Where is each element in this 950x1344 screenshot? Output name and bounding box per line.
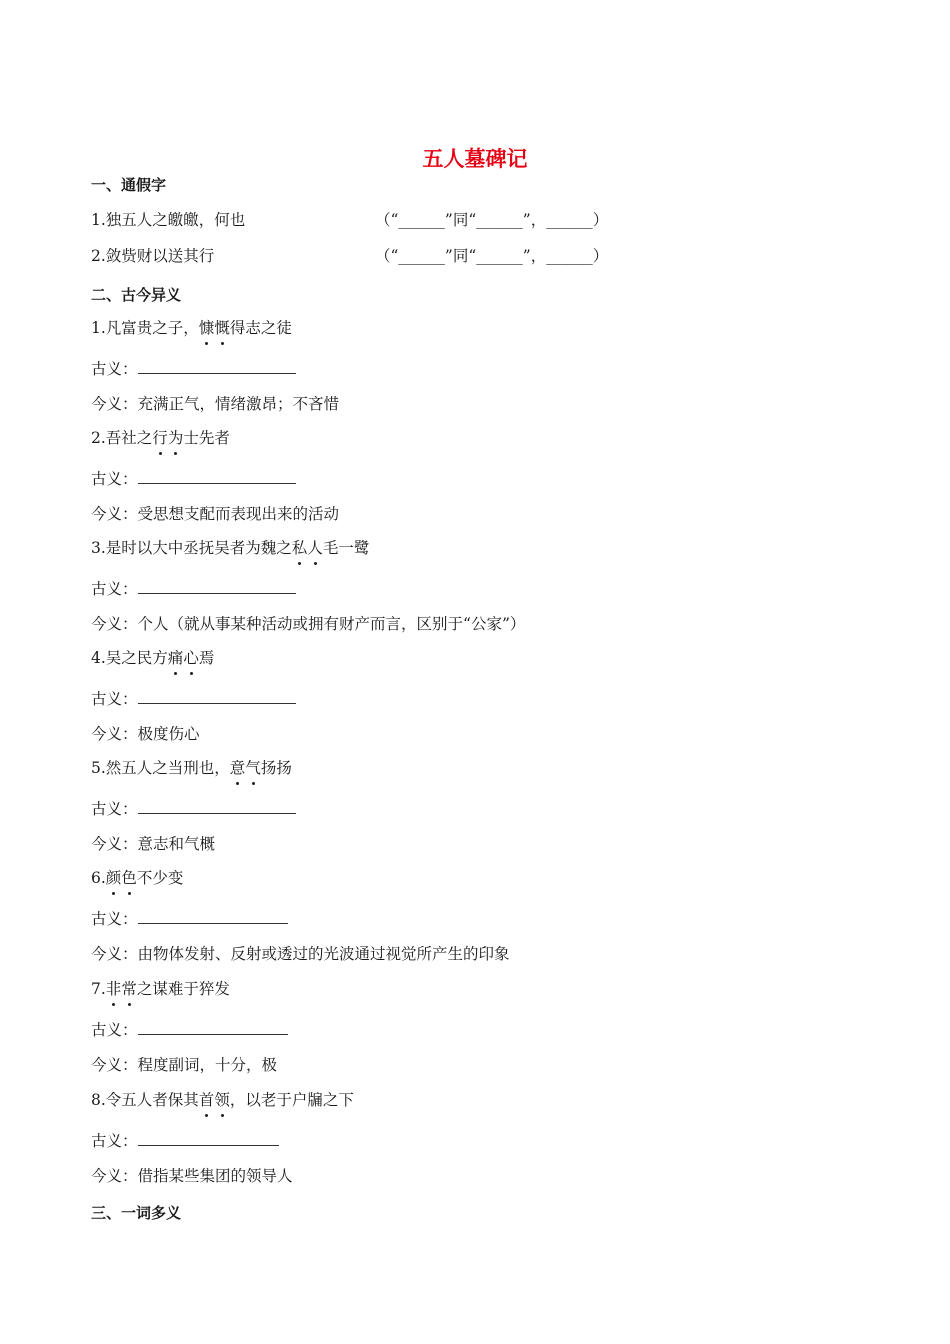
gu-yi-blank[interactable] <box>138 1129 279 1146</box>
question-sentence: 6.颜色不少变 <box>91 866 183 890</box>
gu-yi-blank[interactable] <box>138 907 288 924</box>
emphasis-char: 痛 <box>168 646 184 670</box>
question-sentence: 4.吴之民方痛心焉 <box>91 646 214 670</box>
emphasis-char: 慨 <box>214 316 230 340</box>
emphasis-char: 颜 <box>106 866 122 890</box>
jin-yi-row: 今义：充满正气，情绪激昂；不吝惜 <box>91 395 340 413</box>
emphasis-char: 私 <box>292 536 308 560</box>
question-sentence: 2.吾社之行为士先者 <box>91 426 230 450</box>
question-sentence: 3.是时以大中丞抚吴者为魏之私人毛一鹭 <box>91 536 369 560</box>
emphasis-char: 非 <box>106 977 122 1001</box>
jin-yi-row: 今义：由物体发射、反射或透过的光波通过视觉所产生的印象 <box>91 945 510 963</box>
jin-yi-row: 今义：受思想支配而表现出来的活动 <box>91 505 340 523</box>
question-sentence: 5.然五人之当刑也，意气扬扬 <box>91 756 292 780</box>
gu-yi-blank[interactable] <box>138 357 296 374</box>
gu-yi-row: 古义： <box>91 1129 279 1153</box>
page-title: 五人墓碑记 <box>422 147 528 171</box>
section-heading-yiciduoyi: 三、一词多义 <box>91 1204 182 1222</box>
jin-yi-row: 今义：借指某些集团的领导人 <box>91 1167 293 1185</box>
emphasis-char: 首 <box>199 1088 215 1112</box>
emphasis-char: 常 <box>121 977 137 1001</box>
gu-yi-row: 古义： <box>91 357 296 381</box>
emphasis-char: 气 <box>245 756 261 780</box>
gu-yi-blank[interactable] <box>138 467 296 484</box>
emphasis-char: 为 <box>168 426 184 450</box>
gu-yi-row: 古义： <box>91 467 296 491</box>
question-sentence: 7.非常之谋难于猝发 <box>91 977 230 1001</box>
question-sentence: 8.令五人者保其首领，以老于户牖之下 <box>91 1088 354 1112</box>
emphasis-char: 行 <box>152 426 168 450</box>
gu-yi-blank[interactable] <box>138 1018 288 1035</box>
answer-blank[interactable]: （“______”同“______”，______） <box>375 211 609 229</box>
emphasis-char: 慷 <box>199 316 215 340</box>
question-text: 2.敛赀财以送其行 <box>91 247 215 265</box>
gu-yi-blank[interactable] <box>138 577 296 594</box>
gu-yi-row: 古义： <box>91 907 288 931</box>
answer-blank[interactable]: （“______”同“______”，______） <box>375 247 609 265</box>
jin-yi-row: 今义：个人（就从事某种活动或拥有财产而言，区别于“公家”） <box>91 615 526 633</box>
gu-yi-blank[interactable] <box>138 687 296 704</box>
gu-yi-row: 古义： <box>91 1018 288 1042</box>
gu-yi-row: 古义： <box>91 687 296 711</box>
section-heading-gujinyiyi: 二、古今异义 <box>91 286 182 304</box>
jin-yi-row: 今义：极度伤心 <box>91 725 200 743</box>
gu-yi-row: 古义： <box>91 577 296 601</box>
emphasis-char: 领 <box>214 1088 230 1112</box>
gu-yi-blank[interactable] <box>138 797 296 814</box>
question-text: 1.独五人之皦皦，何也 <box>91 211 246 229</box>
emphasis-char: 意 <box>230 756 246 780</box>
question-sentence: 1.凡富贵之子，慷慨得志之徒 <box>91 316 292 340</box>
gu-yi-row: 古义： <box>91 797 296 821</box>
section-heading-tongjiazi: 一、通假字 <box>91 176 167 194</box>
emphasis-char: 人 <box>307 536 323 560</box>
emphasis-char: 心 <box>183 646 199 670</box>
jin-yi-row: 今义：意志和气概 <box>91 835 216 853</box>
emphasis-char: 色 <box>121 866 137 890</box>
jin-yi-row: 今义：程度副词，十分，极 <box>91 1056 278 1074</box>
